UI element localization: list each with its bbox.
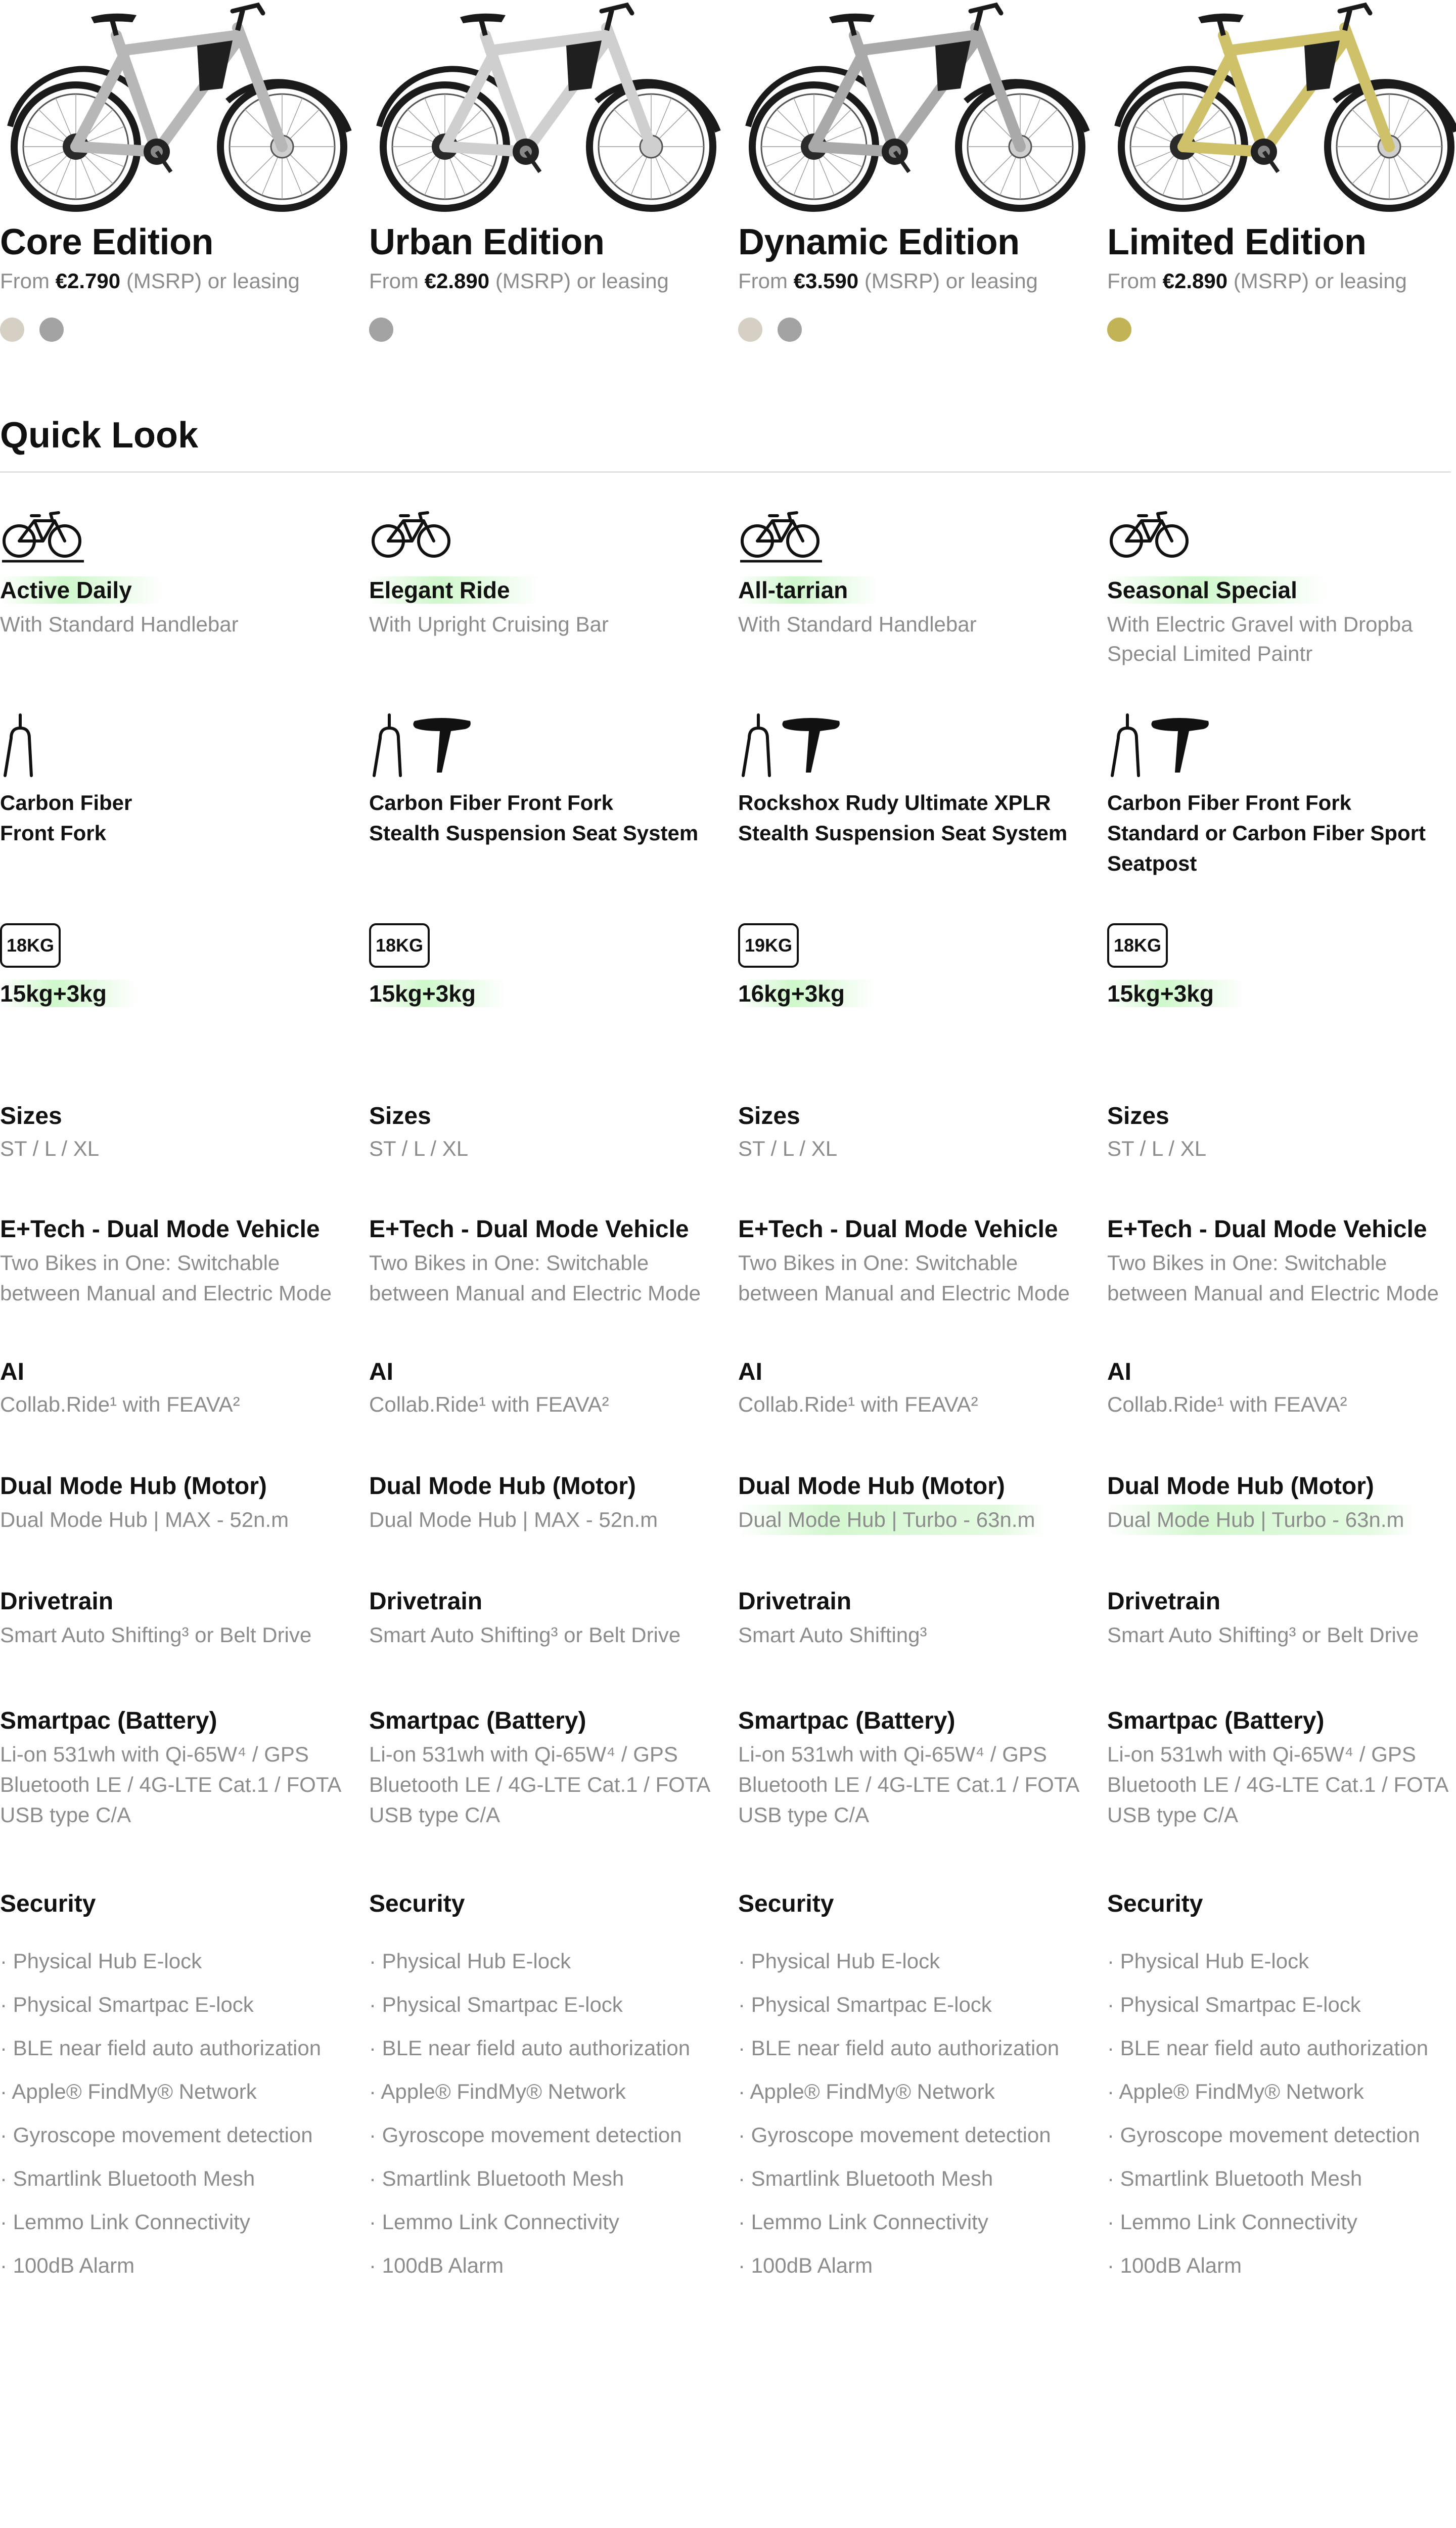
ai-label: AI [738, 1359, 762, 1385]
etech-line-2: between Manual and Electric Mode [0, 1281, 332, 1305]
security-item: · BLE near field auto authorization [0, 2036, 322, 2060]
security-item: · Smartlink Bluetooth Mesh [738, 2166, 993, 2190]
ride-subtitle: With Standard Handlebar [738, 612, 977, 636]
security-item: · Physical Hub E-lock [738, 1949, 940, 1973]
fork-spec [738, 788, 1102, 848]
price-prefix: From [738, 269, 788, 293]
ai-value: Collab.Ride¹ with FEAVA² [0, 1392, 240, 1416]
security-item: · Lemmo Link Connectivity [0, 2210, 250, 2234]
security-item: · Gyroscope movement detection [0, 2123, 313, 2147]
ai-value: Collab.Ride¹ with FEAVA² [738, 1392, 978, 1416]
security-item: · Smartlink Bluetooth Mesh [0, 2166, 255, 2190]
sizes-label: Sizes [0, 1103, 62, 1130]
security-item: · Physical Smartpac E-lock [369, 1993, 623, 2016]
security-label: Security [369, 1890, 465, 1917]
model-name[interactable]: Urban Edition [369, 222, 605, 262]
fork-line-2: Standard or Carbon Fiber Sport Seatpost [1107, 821, 1426, 875]
model-price [369, 269, 669, 293]
drivetrain-label: Drivetrain [0, 1588, 114, 1615]
etech-line-1: Two Bikes in One: Switchable [1107, 1251, 1387, 1275]
drivetrain-value: Smart Auto Shifting³ [738, 1623, 927, 1647]
bike-illustration [0, 0, 354, 212]
weight-value: 15kg+3kg [369, 980, 506, 1007]
etech-line-1: Two Bikes in One: Switchable [738, 1251, 1018, 1275]
weight-value: 15kg+3kg [0, 980, 137, 1007]
bike-image[interactable] [738, 0, 1092, 212]
security-item: · BLE near field auto authorization [1107, 2036, 1429, 2060]
sizes-label: Sizes [1107, 1103, 1169, 1130]
security-item: · Apple® FindMy® Network [369, 2080, 626, 2103]
price-value: €2.790 [55, 269, 121, 293]
color-swatches [738, 318, 802, 342]
battery-value [0, 1739, 359, 1830]
security-item: · Smartlink Bluetooth Mesh [1107, 2166, 1362, 2190]
price-prefix: From [0, 269, 50, 293]
etech-label: E+Tech - Dual Mode Vehicle [0, 1216, 320, 1243]
price-value: €3.590 [793, 269, 859, 293]
ai-label: AI [369, 1359, 393, 1385]
bike-image[interactable] [1107, 0, 1456, 212]
model-name[interactable]: Core Edition [0, 222, 213, 262]
security-item: · 100dB Alarm [1107, 2253, 1242, 2277]
ai-value: Collab.Ride¹ with FEAVA² [369, 1392, 609, 1416]
color-swatches [1107, 318, 1131, 342]
security-item: · Apple® FindMy® Network [738, 2080, 995, 2103]
battery-line-1: Li-on 531wh with Qi-65W⁴ / GPS [738, 1742, 1047, 1766]
color-swatches [0, 318, 64, 342]
motor-value: Dual Mode Hub | Turbo - 63n.m [738, 1505, 1045, 1535]
price-value: €2.890 [424, 269, 490, 293]
battery-line-2: Bluetooth LE / 4G-LTE Cat.1 / FOTA [738, 1773, 1080, 1796]
weight-badge: 18KG [1107, 923, 1168, 968]
security-item: · Apple® FindMy® Network [1107, 2080, 1364, 2103]
ride-title: Seasonal Special [1107, 576, 1328, 604]
etech-label: E+Tech - Dual Mode Vehicle [738, 1216, 1058, 1243]
section-title: Quick Look [0, 415, 199, 456]
ride-title: All-tarrian [738, 576, 878, 604]
fork-line-2: Stealth Suspension Seat System [369, 821, 699, 845]
security-item: · 100dB Alarm [369, 2253, 504, 2277]
etech-value [738, 1248, 1097, 1308]
price-prefix: From [1107, 269, 1157, 293]
security-list [738, 1939, 1059, 2287]
battery-line-1: Li-on 531wh with Qi-65W⁴ / GPS [1107, 1742, 1416, 1766]
security-item: · Gyroscope movement detection [1107, 2123, 1420, 2147]
model-name[interactable]: Dynamic Edition [738, 222, 1020, 262]
security-item: · BLE near field auto authorization [369, 2036, 691, 2060]
color-swatches [369, 318, 393, 342]
battery-line-2: Bluetooth LE / 4G-LTE Cat.1 / FOTA [0, 1773, 342, 1796]
fork-line-1: Carbon Fiber [0, 791, 132, 815]
bike-illustration [369, 0, 723, 212]
weight-badge: 18KG [0, 923, 61, 968]
ai-label: AI [1107, 1359, 1131, 1385]
security-label: Security [1107, 1890, 1203, 1917]
bike-type-icon [369, 506, 455, 569]
fork-icon [738, 713, 779, 781]
motor-value: Dual Mode Hub | MAX - 52n.m [369, 1508, 658, 1531]
battery-label: Smartpac (Battery) [1107, 1707, 1325, 1734]
fork-spec [369, 788, 733, 848]
battery-line-3: USB type C/A [0, 1803, 131, 1827]
bike-type-icon [738, 506, 824, 569]
drivetrain-label: Drivetrain [369, 1588, 483, 1615]
security-item: · 100dB Alarm [738, 2253, 873, 2277]
drivetrain-label: Drivetrain [1107, 1588, 1221, 1615]
sizes-value: ST / L / XL [369, 1137, 469, 1160]
security-item: · Lemmo Link Connectivity [369, 2210, 619, 2234]
fork-icon [1107, 713, 1148, 781]
battery-line-1: Li-on 531wh with Qi-65W⁴ / GPS [369, 1742, 678, 1766]
motor-label: Dual Mode Hub (Motor) [738, 1473, 1005, 1500]
fork-line-1: Carbon Fiber Front Fork [369, 791, 613, 815]
motor-value: Dual Mode Hub | MAX - 52n.m [0, 1508, 289, 1531]
fork-spec [1107, 788, 1456, 879]
fork-line-1: Carbon Fiber Front Fork [1107, 791, 1351, 815]
security-label: Security [0, 1890, 96, 1917]
fork-line-2: Front Fork [0, 821, 106, 845]
battery-label: Smartpac (Battery) [738, 1707, 956, 1734]
fork-spec [0, 788, 364, 848]
security-item: · BLE near field auto authorization [738, 2036, 1060, 2060]
etech-value [0, 1248, 359, 1308]
color-swatch[interactable] [738, 318, 762, 342]
ride-title: Active Daily [0, 576, 162, 604]
bike-illustration [738, 0, 1092, 212]
etech-value [369, 1248, 728, 1308]
security-item: · Gyroscope movement detection [738, 2123, 1051, 2147]
model-name[interactable]: Limited Edition [1107, 222, 1367, 262]
bike-image[interactable] [0, 0, 354, 212]
battery-value [369, 1739, 728, 1830]
ai-label: AI [0, 1359, 24, 1385]
battery-line-3: USB type C/A [369, 1803, 500, 1827]
security-label: Security [738, 1890, 834, 1917]
weight-badge: 18KG [369, 923, 430, 968]
model-price [0, 269, 300, 293]
color-swatch[interactable] [778, 318, 802, 342]
security-list [0, 1939, 321, 2287]
battery-label: Smartpac (Battery) [0, 1707, 217, 1734]
model-price [1107, 269, 1407, 293]
weight-value: 15kg+3kg [1107, 980, 1244, 1007]
etech-line-2: between Manual and Electric Mode [738, 1281, 1070, 1305]
drivetrain-value: Smart Auto Shifting³ or Belt Drive [369, 1623, 681, 1647]
etech-line-1: Two Bikes in One: Switchable [369, 1251, 649, 1275]
battery-value [1107, 1739, 1456, 1830]
sizes-label: Sizes [738, 1103, 800, 1130]
sizes-label: Sizes [369, 1103, 431, 1130]
security-item: · Lemmo Link Connectivity [738, 2210, 988, 2234]
weight-value: 16kg+3kg [738, 980, 875, 1007]
security-item: · Physical Hub E-lock [369, 1949, 571, 1973]
fork-line-1: Rockshox Rudy Ultimate XPLR [738, 791, 1051, 815]
drivetrain-value: Smart Auto Shifting³ or Belt Drive [1107, 1623, 1419, 1647]
security-item: · Physical Smartpac E-lock [738, 1993, 992, 2016]
etech-line-1: Two Bikes in One: Switchable [0, 1251, 280, 1275]
battery-line-3: USB type C/A [738, 1803, 870, 1827]
ai-value: Collab.Ride¹ with FEAVA² [1107, 1392, 1347, 1416]
battery-label: Smartpac (Battery) [369, 1707, 586, 1734]
battery-line-2: Bluetooth LE / 4G-LTE Cat.1 / FOTA [1107, 1773, 1449, 1796]
sizes-value: ST / L / XL [1107, 1137, 1207, 1160]
price-suffix: (MSRP) or leasing [1233, 269, 1407, 293]
seat-icon [411, 716, 476, 779]
drivetrain-value: Smart Auto Shifting³ or Belt Drive [0, 1623, 312, 1647]
fork-icon [0, 713, 40, 781]
ride-title: Elegant Ride [369, 576, 540, 604]
ride-subtitle: With Electric Gravel with Dropba Special Limited Paintr [1107, 612, 1413, 665]
security-item: · 100dB Alarm [0, 2253, 135, 2277]
drivetrain-label: Drivetrain [738, 1588, 852, 1615]
bike-illustration [1107, 0, 1456, 212]
ride-subtitle: With Upright Cruising Bar [369, 612, 609, 636]
security-item: · Physical Hub E-lock [0, 1949, 202, 1973]
seat-icon [780, 716, 845, 779]
battery-line-2: Bluetooth LE / 4G-LTE Cat.1 / FOTA [369, 1773, 711, 1796]
sizes-value: ST / L / XL [0, 1137, 100, 1160]
model-price [738, 269, 1038, 293]
security-item: · Gyroscope movement detection [369, 2123, 682, 2147]
sizes-value: ST / L / XL [738, 1137, 838, 1160]
section-divider [0, 471, 1451, 473]
battery-line-1: Li-on 531wh with Qi-65W⁴ / GPS [0, 1742, 309, 1766]
battery-value [738, 1739, 1097, 1830]
security-item: · Smartlink Bluetooth Mesh [369, 2166, 624, 2190]
etech-label: E+Tech - Dual Mode Vehicle [1107, 1216, 1427, 1243]
etech-label: E+Tech - Dual Mode Vehicle [369, 1216, 689, 1243]
motor-value: Dual Mode Hub | Turbo - 63n.m [1107, 1505, 1415, 1535]
security-item: · Physical Smartpac E-lock [0, 1993, 254, 2016]
color-swatch[interactable] [0, 318, 24, 342]
price-suffix: (MSRP) or leasing [495, 269, 669, 293]
security-item: · Physical Hub E-lock [1107, 1949, 1309, 1973]
ride-subtitle: With Standard Handlebar [0, 612, 239, 636]
motor-label: Dual Mode Hub (Motor) [0, 1473, 267, 1500]
color-swatch[interactable] [369, 318, 393, 342]
etech-line-2: between Manual and Electric Mode [1107, 1281, 1439, 1305]
security-item: · Lemmo Link Connectivity [1107, 2210, 1357, 2234]
fork-line-2: Stealth Suspension Seat System [738, 821, 1068, 845]
battery-line-3: USB type C/A [1107, 1803, 1239, 1827]
price-value: €2.890 [1162, 269, 1228, 293]
etech-value [1107, 1248, 1456, 1308]
price-prefix: From [369, 269, 419, 293]
price-suffix: (MSRP) or leasing [126, 269, 300, 293]
weight-badge: 19KG [738, 923, 799, 968]
security-list [1107, 1939, 1428, 2287]
etech-line-2: between Manual and Electric Mode [369, 1281, 701, 1305]
price-suffix: (MSRP) or leasing [864, 269, 1038, 293]
seat-icon [1149, 716, 1214, 779]
color-swatch[interactable] [1107, 318, 1131, 342]
bike-type-icon [0, 506, 86, 569]
security-item: · Physical Smartpac E-lock [1107, 1993, 1361, 2016]
motor-label: Dual Mode Hub (Motor) [369, 1473, 636, 1500]
bike-image[interactable] [369, 0, 723, 212]
fork-icon [369, 713, 410, 781]
security-list [369, 1939, 690, 2287]
color-swatch[interactable] [39, 318, 64, 342]
security-item: · Apple® FindMy® Network [0, 2080, 257, 2103]
bike-type-icon [1107, 506, 1193, 569]
motor-label: Dual Mode Hub (Motor) [1107, 1473, 1374, 1500]
